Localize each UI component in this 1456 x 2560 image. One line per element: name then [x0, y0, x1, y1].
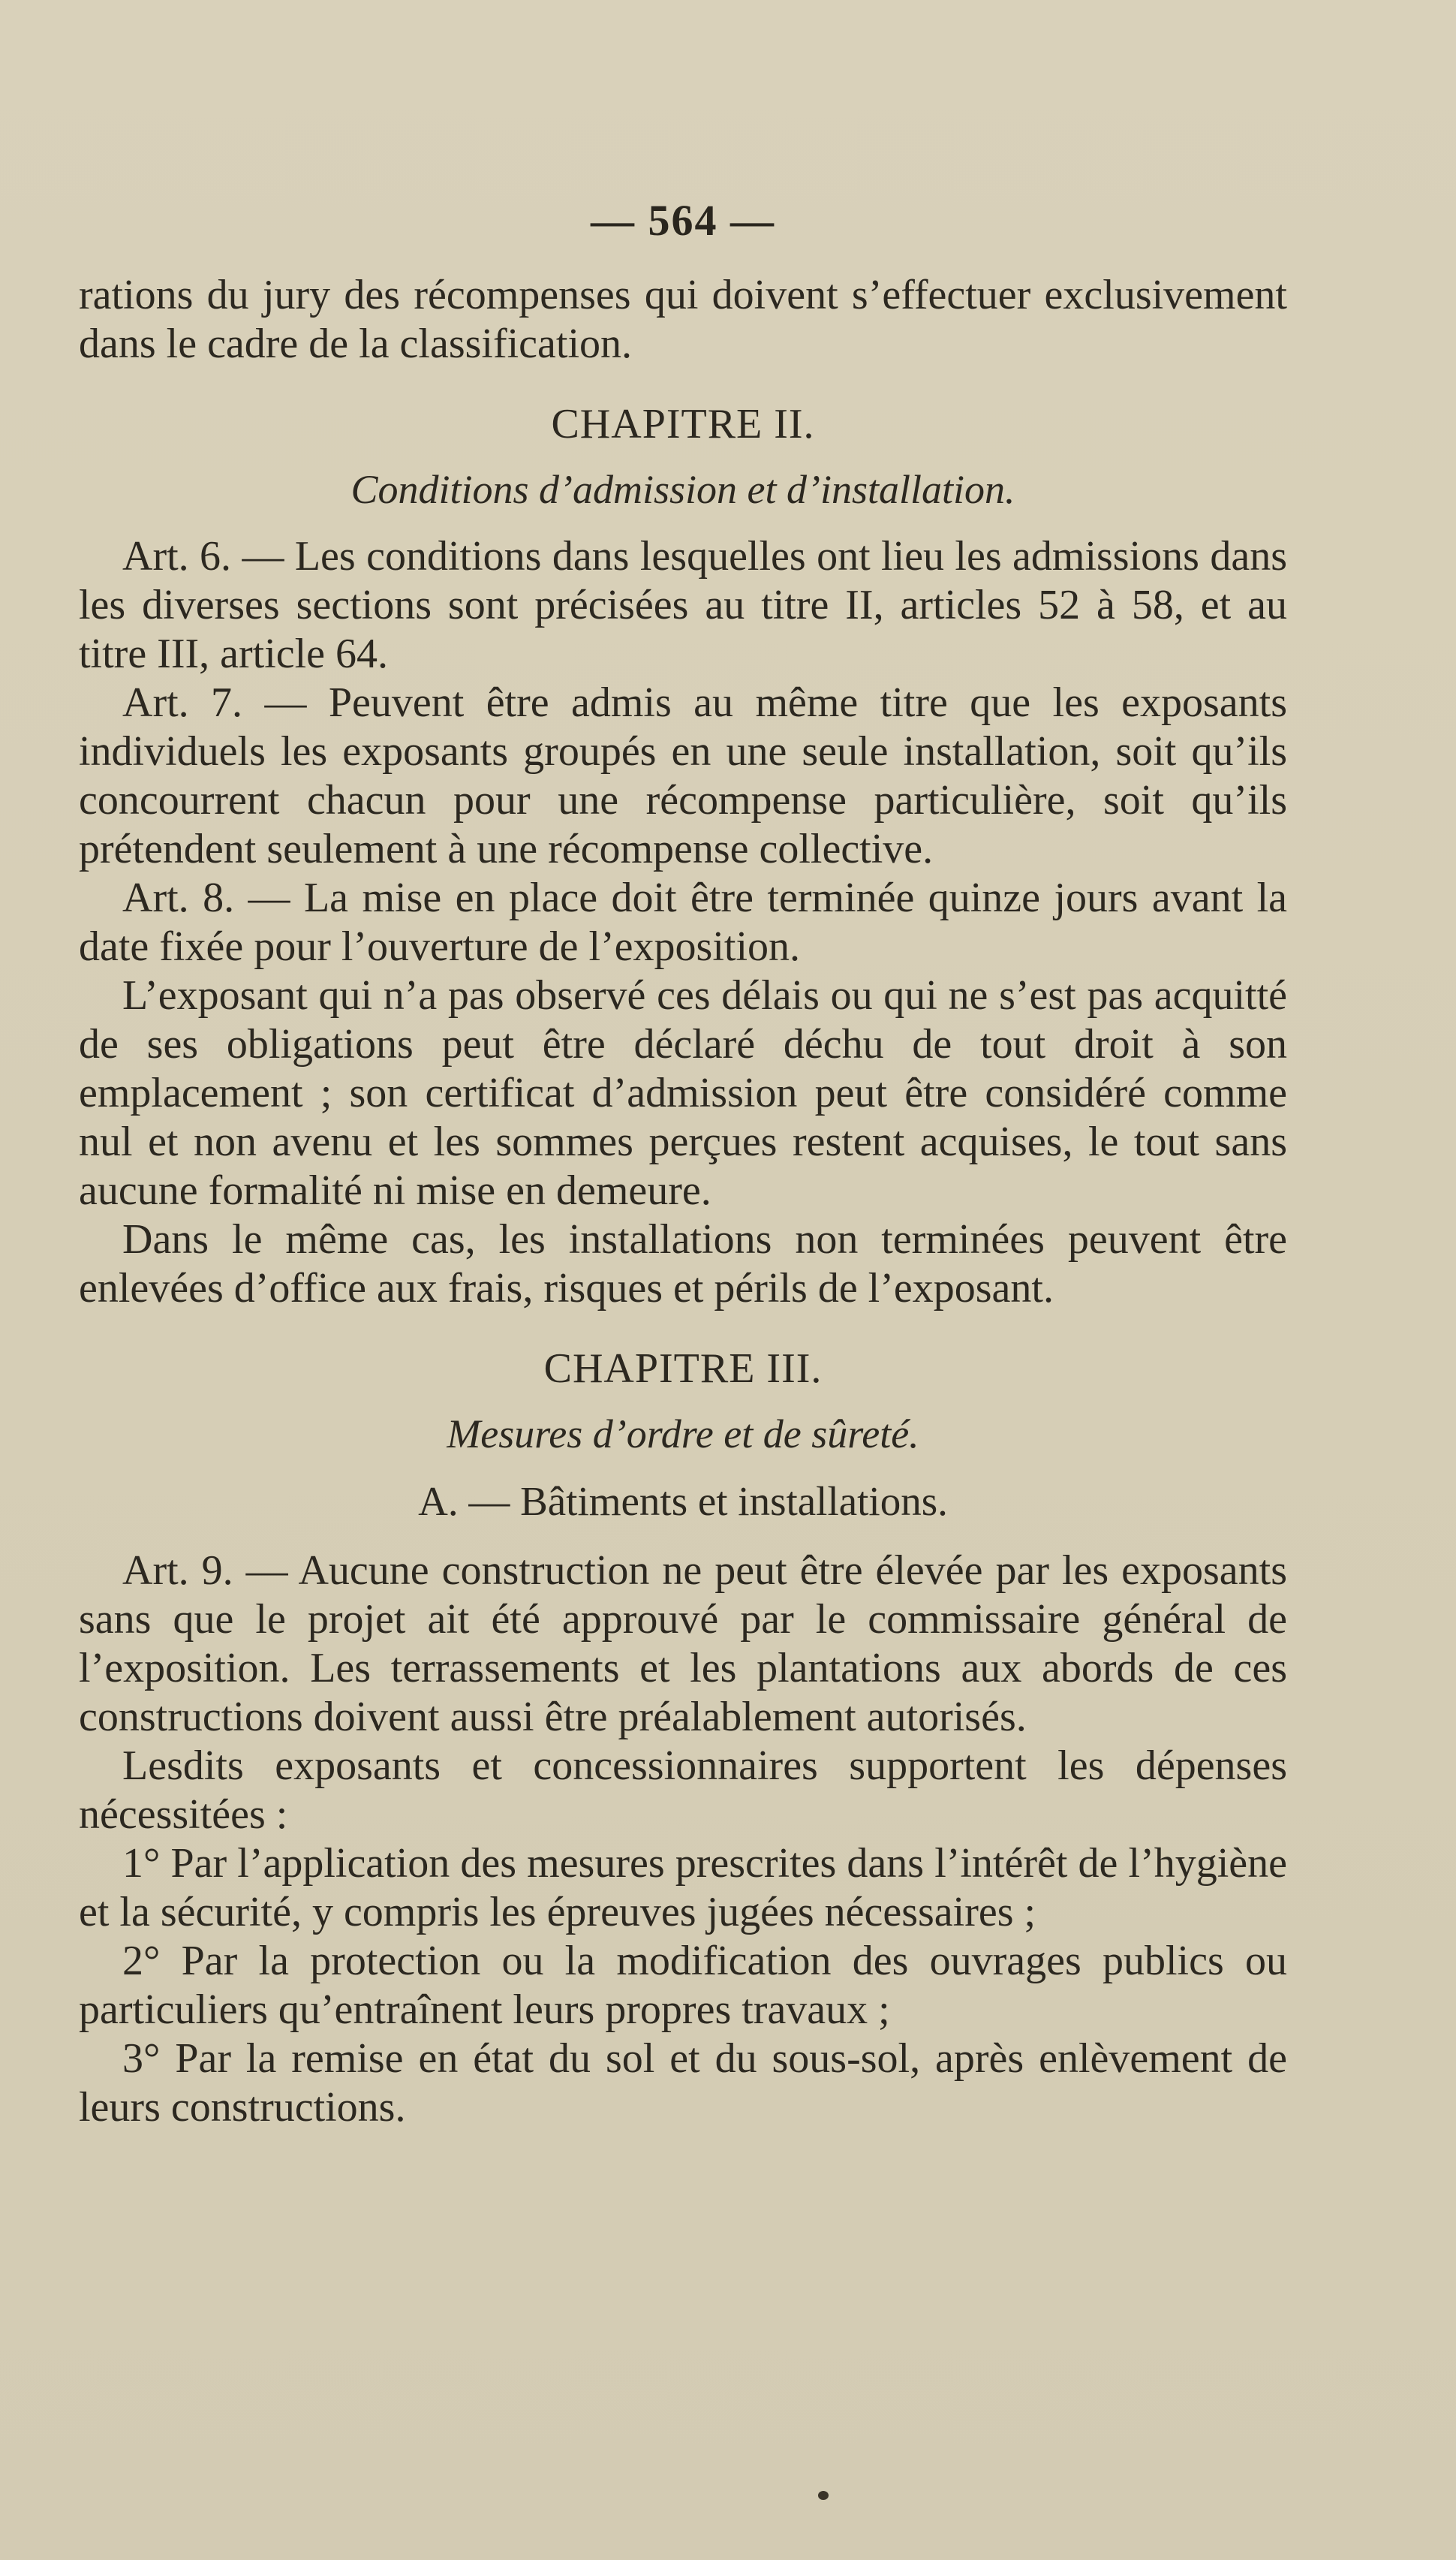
list-item-2: 2° Par la protection ou la modification des ouvrages publics ou particuliers qu’entraînent leurs propres travaux ;: [79, 1938, 1287, 2033]
section-a-heading: A. — Bâtiments et installations.: [418, 1478, 948, 1524]
ink-spot: [818, 2491, 829, 2500]
chapter-2-title: CHAPITRE II.: [551, 401, 815, 447]
chapter-3-title: CHAPITRE III.: [543, 1345, 823, 1392]
intro-paragraph: rations du jury des récompenses qui doivent s’effectuer exclusivement dans le cadre de la classification.: [79, 272, 1287, 367]
page-number: — 564 —: [591, 196, 775, 245]
list-item-1: 1° Par l’application des mesures prescrites dans l’intérêt de l’hygiène et la sécurité, y compris les épreuves jugées nécessaires ;: [79, 1840, 1287, 1935]
list-item-3: 3° Par la remise en état du sol et du sous-sol, après enlèvement de leurs constructions.: [79, 2035, 1287, 2131]
chapter-3-subtitle: Mesures d’ordre et de sûreté.: [447, 1411, 919, 1456]
article-9-depenses: Lesdits exposants et concessionnaires supportent les dépenses nécessitées :: [79, 1742, 1287, 1838]
article-8: Art. 8. — La mise en place doit être terminée quinze jours avant la date fixée pour l’ouverture de l’exposition.: [79, 875, 1287, 970]
text-body: [79, 195, 1287, 2132]
article-8-meme-cas: Dans le même cas, les installations non terminées peuvent être enlevées d’office aux frais, risques et périls de l’exposant.: [79, 1216, 1287, 1312]
article-8-exposant: L’exposant qui n’a pas observé ces délais ou qui ne s’est pas acquitté de ses obligations peut être déclaré déchu de tout droit à son emplacement ; son certificat d’admission peut être considéré comme nul et non avenu et les sommes perçues restent acquises, le tout sans aucune formalité ni mise en demeure.: [79, 972, 1287, 1214]
chapter-2-subtitle: Conditions d’admission et d’installation.: [350, 467, 1015, 512]
article-9: Art. 9. — Aucune construction ne peut être élevée par les exposants sans que le projet ait été approuvé par le commissaire général de l’exposition. Les terrassements et les plantations aux abords de ces constructions doivent aussi être préalablement autorisés.: [79, 1547, 1287, 1740]
article-7: Art. 7. — Peuvent être admis au même titre que les exposants individuels les exposants groupés en une seule installation, soit qu’ils concourrent chacun pour une récompense particulière, soit qu’ils prétendent seulement à une récompense collective.: [79, 679, 1287, 872]
article-6: Art. 6. — Les conditions dans lesquelles ont lieu les admissions dans les diverses sections sont précisées au titre II, articles 52 à 58, et au titre III, article 64.: [79, 533, 1287, 677]
